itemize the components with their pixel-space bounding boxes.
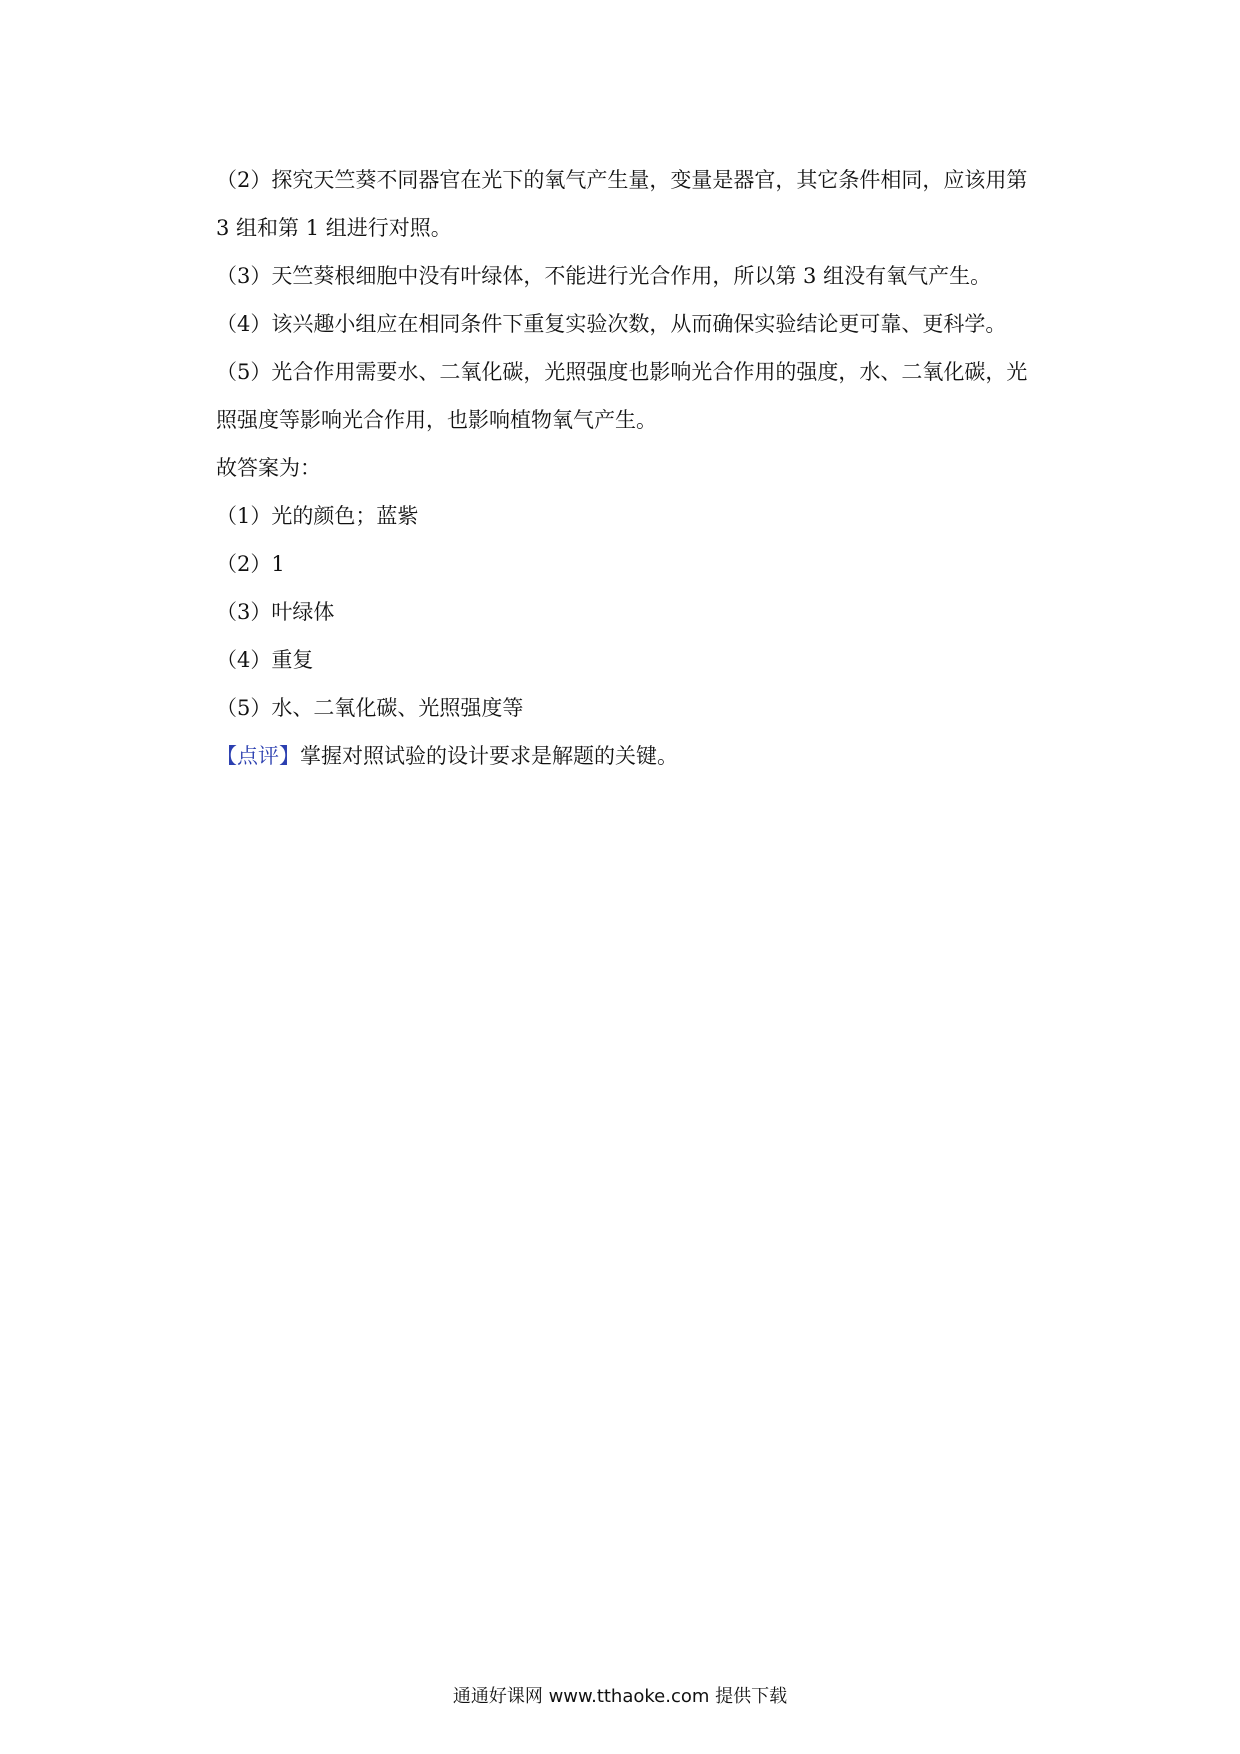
answer-heading: 故答案为：: [216, 456, 321, 480]
answer-item-3: （3）叶绿体: [216, 600, 335, 624]
answer-item-5: （5）水、二氧化碳、光照强度等: [216, 696, 524, 720]
comment-paragraph: [216, 732, 1056, 780]
analysis-item-2-line-1: （2）探究天竺葵不同器官在光下的氧气产生量，变量是器官，其它条件相同，应该用第: [216, 168, 1028, 192]
comment-tag: 【点评】: [216, 744, 300, 768]
document-body: [216, 156, 1056, 780]
answer-item-4: （4）重复: [216, 648, 314, 672]
analysis-item-5-line-1: （5）光合作用需要水、二氧化碳，光照强度也影响光合作用的强度，水、二氧化碳，光: [216, 360, 1028, 384]
analysis-item-5-line-2: 照强度等影响光合作用，也影响植物氧气产生。: [216, 408, 657, 432]
answer-item-2: （2）1: [216, 552, 285, 576]
page-footer: 通通好课网 www.tthaoke.com 提供下载: [452, 1686, 788, 1707]
analysis-item-4: （4）该兴趣小组应在相同条件下重复实验次数，从而确保实验结论更可靠、更科学。: [216, 312, 1007, 336]
analysis-item-2-line-2: 3 组和第 1 组进行对照。: [216, 216, 452, 240]
comment-text: 掌握对照试验的设计要求是解题的关键。: [300, 744, 678, 768]
analysis-item-3: （3）天竺葵根细胞中没有叶绿体，不能进行光合作用，所以第 3 组没有氧气产生。: [216, 264, 992, 288]
answer-item-1: （1）光的颜色；蓝紫: [216, 504, 419, 528]
